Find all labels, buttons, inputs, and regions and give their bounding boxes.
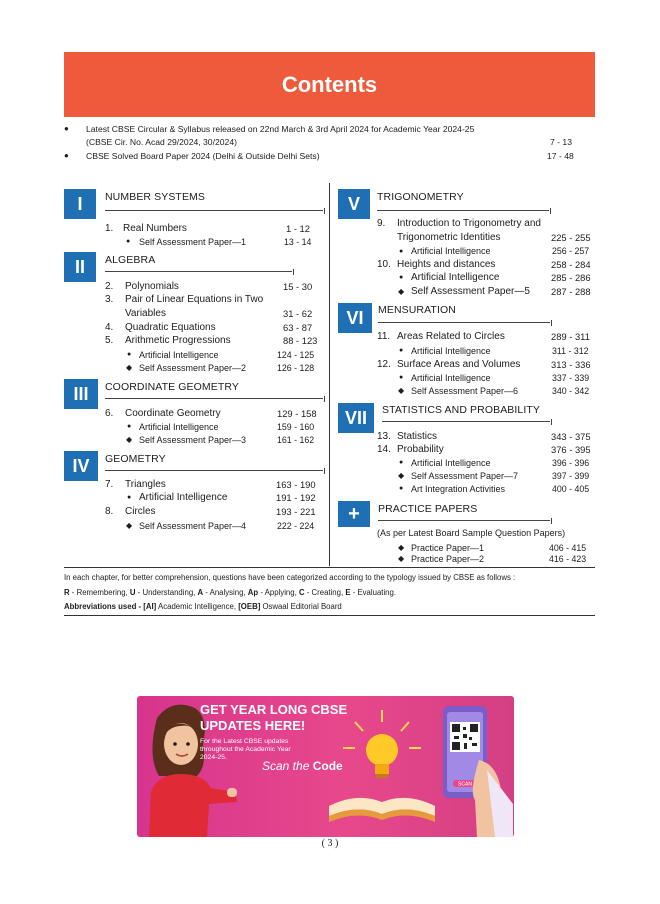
legend-key: E — [345, 588, 351, 597]
chapter-pages: 129 - 158 — [277, 408, 317, 419]
sub-entry-title: Self Assessment Paper—4 — [139, 521, 247, 531]
sub-entry-title: Self Assessment Paper—7 — [411, 471, 519, 481]
sub-entry-pages: 337 - 339 — [552, 373, 590, 383]
sub-entry-pages: 124 - 125 — [277, 350, 315, 360]
bullet-icon: ● — [399, 459, 404, 466]
unit-number-badge: IV — [64, 451, 98, 481]
diamond-bullet-icon: ◆ — [126, 521, 133, 530]
sub-entry-pages: 396 - 396 — [552, 458, 590, 468]
chapter-title: Statistics — [397, 431, 438, 442]
chapter-pages: 289 - 311 — [551, 331, 590, 342]
unit-title: ALGEBRA — [105, 254, 156, 266]
column-divider — [329, 183, 330, 566]
intro-item-1-pages: 7 - 13 — [550, 137, 572, 147]
bullet-icon: ● — [399, 248, 404, 255]
legend-key: U — [129, 588, 136, 597]
bullet-icon: ● — [127, 351, 132, 358]
chapter-pages: 1 - 12 — [286, 223, 310, 234]
sub-entry-pages: 287 - 288 — [551, 286, 591, 297]
chapter-number: 6. — [105, 408, 114, 419]
chapter-title-cont: Variables — [125, 308, 166, 319]
legend-text: - Analysing, — [203, 588, 248, 597]
legend-text: - Remembering, — [69, 588, 130, 597]
sub-entry-title: Artificial Intelligence — [139, 492, 228, 503]
legend-key: Ap — [247, 588, 259, 597]
intro-item-2-pages: 17 - 48 — [547, 151, 574, 161]
sub-entry-title: Self Assessment Paper—6 — [411, 386, 519, 396]
intro-item-1-text2: (CBSE Cir. No. Acad 29/2024, 30/2024) — [86, 137, 237, 147]
legend-text: - Understanding, — [135, 588, 198, 597]
diamond-bullet-icon: ◆ — [398, 471, 405, 480]
sub-entry-title: Artificial Intelligence — [139, 350, 219, 360]
unit-title: GEOMETRY — [105, 453, 166, 465]
bullet-icon: ● — [64, 124, 69, 133]
promo-text-3: 2024-25. — [200, 754, 227, 761]
legend-text: - Evaluating. — [350, 588, 397, 597]
chapter-title: Polynomials — [125, 281, 179, 292]
code-label: Code — [312, 759, 343, 773]
sub-entry-title: Artificial Intelligence — [411, 272, 500, 283]
chapter-number: 9. — [377, 218, 386, 229]
chapter-pages: 88 - 123 — [283, 335, 318, 346]
chapter-number: 11. — [377, 331, 391, 342]
sub-entry-title: Self Assessment Paper—2 — [139, 363, 247, 373]
intro-item-2-text: CBSE Solved Board Paper 2024 (Delhi & Outside Delhi Sets) — [86, 151, 320, 161]
sub-entry-pages: 285 - 286 — [551, 272, 591, 283]
unit-number-badge: III — [64, 379, 98, 409]
unit-title: TRIGONOMETRY — [377, 191, 464, 203]
chapter-number: 10. — [377, 259, 391, 270]
legend-key: C — [298, 588, 305, 597]
chapter-number: 5. — [105, 335, 114, 346]
chapter-title: Pair of Linear Equations in Two — [125, 294, 264, 305]
unit-title: COORDINATE GEOMETRY — [105, 381, 239, 393]
sub-entry-title: Self Assessment Paper—5 — [411, 286, 530, 297]
sub-entry-title: Artificial Intelligence — [411, 246, 491, 256]
diamond-bullet-icon: ◆ — [398, 287, 405, 296]
scan-label: Scan the — [262, 759, 310, 773]
unit-title: STATISTICS AND PROBABILITY — [382, 404, 540, 416]
section-rule — [377, 210, 549, 211]
sub-entry-title: Artificial Intelligence — [139, 422, 219, 432]
chapter-pages: 376 - 395 — [551, 444, 591, 455]
chapter-title: Coordinate Geometry — [125, 408, 221, 419]
typology-note: In each chapter, for better comprehension, questions have been categorized according to the typology issued by CBSE as follows : — [64, 573, 516, 582]
sub-entry-title: Artificial Intelligence — [411, 373, 491, 383]
bullet-icon: ● — [64, 151, 69, 160]
sub-entry-pages: 416 - 423 — [549, 554, 587, 564]
unit-title: PRACTICE PAPERS — [378, 503, 478, 515]
promo-headline-1: GET YEAR LONG CBSE — [200, 702, 348, 717]
section-rule — [105, 210, 323, 211]
unit-number-badge: V — [338, 189, 370, 219]
chapter-pages: 15 - 30 — [283, 281, 313, 292]
section-rule — [105, 398, 323, 399]
chapter-number: 8. — [105, 506, 114, 517]
chapter-title: Quadratic Equations — [125, 322, 216, 333]
sub-entry-pages: 400 - 405 — [552, 484, 590, 494]
sub-entry-pages: 397 - 399 — [552, 471, 590, 481]
chapter-pages: 31 - 62 — [283, 308, 313, 319]
chapter-title: Heights and distances — [397, 259, 496, 270]
chapter-pages: 163 - 190 — [276, 479, 316, 490]
sub-entry-pages: 159 - 160 — [277, 422, 315, 432]
sub-entry-title: Artificial Intelligence — [411, 458, 491, 468]
unit-number-badge: VII — [338, 403, 374, 433]
sub-entry-pages: 222 - 224 — [277, 521, 315, 531]
footnote-rule — [64, 567, 595, 568]
diamond-bullet-icon: ◆ — [398, 386, 405, 395]
chapter-pages: 258 - 284 — [551, 259, 591, 270]
phone-qr-code — [435, 700, 514, 837]
section-rule — [105, 271, 292, 272]
diamond-bullet-icon: ◆ — [126, 363, 133, 372]
promo-text-2: throughout the Academic Year — [200, 746, 291, 753]
sub-entry-pages: 406 - 415 — [549, 543, 587, 553]
chapter-pages: 313 - 336 — [551, 359, 591, 370]
page-number: ( 3 ) — [321, 838, 339, 849]
chapter-number: 3. — [105, 294, 114, 305]
chapter-number: 12. — [377, 359, 391, 370]
sub-entry-title: Self Assessment Paper—3 — [139, 435, 247, 445]
sub-entry-pages: 126 - 128 — [277, 363, 315, 373]
chapter-title: Surface Areas and Volumes — [397, 359, 521, 370]
sub-entry-pages: 191 - 192 — [276, 492, 316, 503]
chapter-pages: 193 - 221 — [276, 506, 316, 517]
chapter-title: Circles — [125, 506, 156, 517]
sub-entry-title: Practice Paper—1 — [411, 543, 485, 553]
abbreviations-note — [64, 602, 342, 611]
promo-headline-2: UPDATES HERE! — [200, 718, 306, 733]
contents-banner — [64, 52, 595, 117]
section-rule — [378, 322, 550, 323]
legend-text: - Applying, — [258, 588, 299, 597]
unit-number-badge: VI — [338, 303, 372, 333]
sub-entry-pages: 311 - 312 — [552, 346, 589, 356]
chapter-title-cont: Trigonometric Identities — [397, 232, 501, 243]
footnote-rule — [64, 615, 595, 616]
sub-entry-title: Art Integration Activities — [411, 484, 506, 494]
promo-text-1: For the Latest CBSE updates — [200, 738, 289, 745]
abbr-text: Academic Intelligence, — [156, 602, 239, 611]
chapter-number: 1. — [105, 223, 114, 234]
bullet-icon: ● — [127, 494, 132, 501]
promo-banner[interactable] — [137, 696, 514, 837]
diamond-bullet-icon: ◆ — [398, 554, 405, 563]
bullet-icon: ● — [399, 347, 404, 354]
chapter-pages: 225 - 255 — [551, 232, 591, 243]
chapter-title: Introduction to Trigonometry and — [397, 218, 541, 229]
lightbulb-book-icon — [327, 704, 437, 837]
sub-entry-pages: 13 - 14 — [284, 237, 312, 247]
typology-legend — [64, 588, 396, 597]
chapter-number: 14. — [377, 444, 391, 455]
abbr-key: [OEB] — [238, 602, 261, 611]
unit-number-badge: II — [64, 252, 96, 282]
chapter-number: 2. — [105, 281, 114, 292]
bullet-icon: ● — [126, 238, 131, 245]
legend-key: A — [197, 588, 204, 597]
chapter-title: Probability — [397, 444, 444, 455]
chapter-number: 7. — [105, 479, 114, 490]
bullet-icon: ● — [399, 485, 404, 492]
chapter-number: 4. — [105, 322, 114, 333]
chapter-title: Areas Related to Circles — [397, 331, 505, 342]
bullet-icon: ● — [399, 374, 404, 381]
chapter-number: 13. — [377, 431, 391, 442]
chapter-pages: 63 - 87 — [283, 322, 313, 333]
diamond-bullet-icon: ◆ — [398, 543, 405, 552]
legend-key: R — [64, 588, 70, 597]
section-rule — [382, 421, 550, 422]
chapter-title: Real Numbers — [123, 223, 187, 234]
abbr-label: Abbreviations used - [AI] — [64, 602, 157, 611]
plus-icon: + — [338, 501, 370, 527]
unit-title: MENSURATION — [378, 304, 456, 316]
sub-entry-title: Self Assessment Paper—1 — [139, 237, 247, 247]
chapter-title: Arithmetic Progressions — [125, 335, 231, 346]
chapter-pages: 343 - 375 — [551, 431, 591, 442]
unit-number-badge: I — [64, 189, 96, 219]
chapter-title: Triangles — [125, 479, 166, 490]
abbr-text: Oswaal Editorial Board — [260, 602, 342, 611]
intro-item-1-text: Latest CBSE Circular & Syllabus released on 22nd March & 3rd April 2024 for Academic Year 2024-25 — [86, 124, 475, 134]
scan-button-label: SCAN — [458, 781, 472, 788]
legend-text: - Creating, — [304, 588, 346, 597]
practice-note: (As per Latest Board Sample Question Papers) — [377, 528, 566, 538]
sub-entry-pages: 340 - 342 — [552, 386, 590, 396]
bullet-icon: ● — [127, 423, 132, 430]
sub-entry-pages: 161 - 162 — [277, 435, 315, 445]
diamond-bullet-icon: ◆ — [126, 435, 133, 444]
section-rule — [105, 470, 323, 471]
sub-entry-title: Artificial Intelligence — [411, 346, 491, 356]
sub-entry-title: Practice Paper—2 — [411, 554, 485, 564]
unit-title: NUMBER SYSTEMS — [105, 191, 205, 203]
page-title: Contents — [281, 72, 378, 97]
sub-entry-pages: 256 - 257 — [552, 246, 590, 256]
section-rule — [378, 520, 550, 521]
bullet-icon: ● — [399, 274, 404, 281]
